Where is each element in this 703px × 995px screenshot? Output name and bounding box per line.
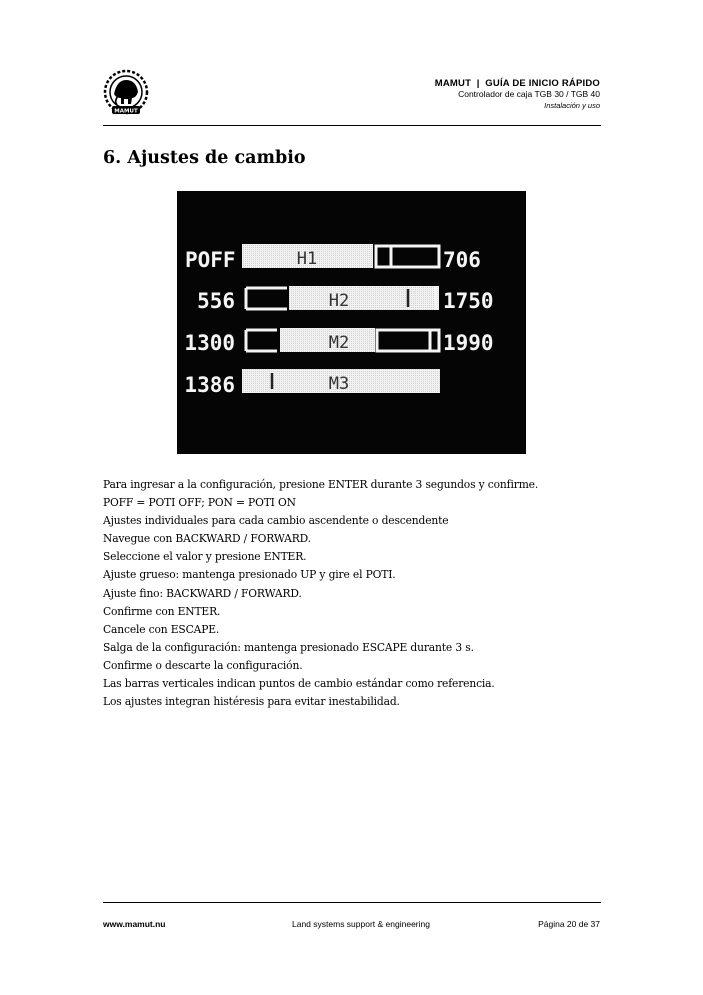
instruction-line: Seleccione el valor y presione ENTER.	[103, 550, 307, 564]
page-header	[435, 78, 600, 111]
instruction-line: Los ajustes integran histéresis para evitar inestabilidad.	[103, 695, 400, 709]
instruction-line: Cancele con ESCAPE.	[103, 622, 220, 636]
row3-bar-fill	[280, 328, 375, 352]
lcd-display-photo	[177, 191, 526, 454]
instruction-line: Las barras verticales indican puntos de cambio estándar como referencia.	[103, 677, 495, 691]
instruction-line: Confirme o descarte la configuración.	[103, 658, 303, 672]
section-title: 6. Ajustes de cambio	[103, 148, 306, 168]
mamut-logo	[100, 68, 152, 118]
instruction-line: Navegue con BACKWARD / FORWARD.	[103, 532, 311, 546]
header-subtitle: Controlador de caja TGB 30 / TGB 40	[458, 89, 600, 99]
instruction-line: Ajuste grueso: mantenga presionado UP y gire el POTI.	[103, 568, 396, 582]
row3-right-value: 1990	[443, 331, 494, 355]
header-title: MAMUT | GUÍA DE INICIO RÁPIDO	[434, 78, 600, 89]
row4-bar-label: M3	[328, 374, 350, 394]
instructions-list	[103, 476, 538, 711]
instruction-line: Para ingresar a la configuración, presione ENTER durante 3 segundos y confirme.	[103, 478, 539, 491]
row3-bar-label: M2	[328, 333, 350, 353]
instruction-line: Ajustes individuales para cada cambio ascendente o descendente	[103, 514, 449, 528]
row2-bar-fill	[289, 286, 439, 310]
footer-website: www.mamut.nu	[103, 919, 166, 929]
instruction-line: Confirme con ENTER.	[103, 604, 221, 618]
instruction-line: POFF = POTI OFF; PON = POTI ON	[103, 496, 296, 510]
row1-bar-label: H1	[296, 249, 318, 269]
row2-bar-label: H2	[328, 291, 350, 311]
row1-left-value: POFF	[185, 248, 236, 272]
svg-text:MAMUT: MAMUT	[114, 108, 138, 115]
footer-page-number: Página 20 de 37	[538, 919, 600, 929]
instruction-line: Ajuste fino: BACKWARD / FORWARD.	[103, 586, 302, 600]
footer-divider	[103, 902, 601, 903]
row3-left-value: 1300	[184, 331, 235, 355]
row2-right-value: 1750	[443, 289, 494, 313]
footer-tagline: Land systems support & engineering	[292, 919, 430, 929]
instruction-line: Salga de la configuración: mantenga presionado ESCAPE durante 3 s.	[103, 640, 474, 654]
row1-right-value: 706	[443, 248, 481, 272]
row4-left-value: 1386	[184, 373, 235, 397]
row2-left-value: 556	[197, 289, 235, 313]
header-divider	[103, 125, 601, 126]
header-section: Instalación y uso	[544, 101, 600, 110]
